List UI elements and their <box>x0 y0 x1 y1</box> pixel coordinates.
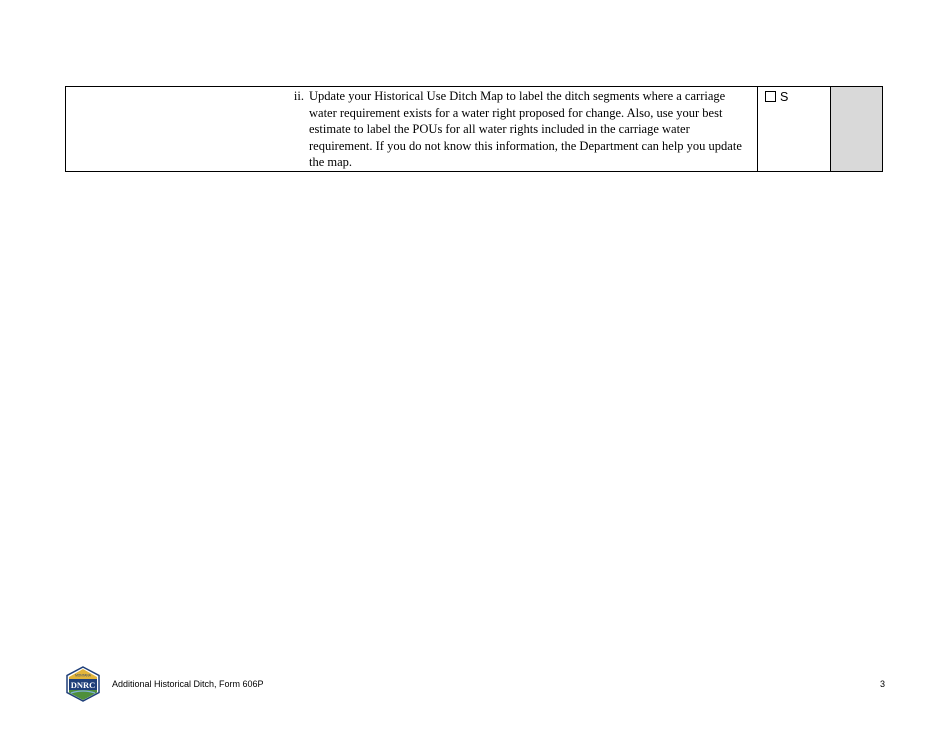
logo-top-text: MONTANA <box>75 673 91 678</box>
instruction-cell <box>66 87 758 172</box>
page-footer <box>65 666 885 702</box>
form-title: Additional Historical Ditch, Form 606P <box>112 679 264 689</box>
checkbox-option[interactable] <box>758 87 830 104</box>
checkbox-cell <box>758 87 831 172</box>
item-number: ii. <box>293 89 304 103</box>
logo-text: DNRC <box>70 680 96 690</box>
checkbox[interactable] <box>765 91 776 102</box>
list-item <box>66 87 757 171</box>
page-number: 3 <box>879 679 885 689</box>
item-text: Update your Historical Use Ditch Map to label the ditch segments where a carriage water requirement exists for a water right proposed for change. Also, use your best estimate to label the POUs for all water rights included in the carriage water requirement. If you do not know this information, the Department can help you update the map. <box>309 89 742 169</box>
checklist-table <box>65 86 883 172</box>
table-row <box>66 87 883 172</box>
dnrc-logo <box>65 666 101 702</box>
shaded-cell <box>831 87 883 172</box>
checkbox-label: S <box>780 90 789 104</box>
